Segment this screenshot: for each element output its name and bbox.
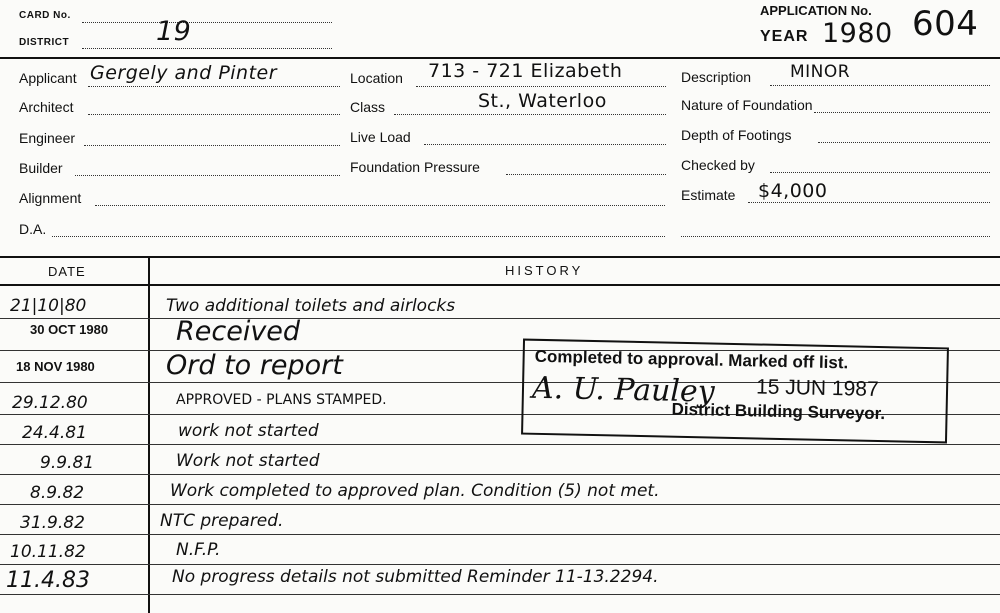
date-column-divider [148, 256, 150, 613]
builder-label: Builder [19, 160, 63, 176]
application-no-value: 604 [912, 4, 979, 44]
row-rule [0, 474, 1000, 475]
table-header-rule [0, 284, 1000, 286]
district-line [82, 48, 332, 49]
history-entry: work not started [178, 421, 319, 441]
card-no-line [82, 22, 332, 23]
district-label: DISTRICT [19, 37, 70, 48]
date-cell: 30 OCT 1980 [30, 322, 109, 337]
date-cell: 24.4.81 [22, 423, 87, 443]
foundation-pressure-label: Foundation Pressure [350, 159, 480, 175]
completion-stamp [521, 339, 949, 444]
live-load-label: Live Load [350, 129, 411, 145]
history-header: HISTORY [505, 263, 584, 278]
engineer-label: Engineer [19, 130, 76, 146]
depth-of-footings-line [818, 142, 990, 143]
card-no-label: CARD No. [19, 10, 71, 21]
engineer-line [84, 145, 340, 146]
history-entry: Work not started [176, 451, 320, 471]
da-line [52, 236, 665, 237]
checked-by-line [770, 172, 990, 173]
year-value: 1980 [822, 18, 893, 49]
alignment-line [95, 205, 665, 206]
date-cell: 10.11.82 [10, 542, 86, 562]
applicant-label: Applicant [19, 70, 77, 86]
applicant-line [88, 86, 340, 87]
date-cell: 11.4.83 [6, 568, 90, 593]
history-entry: No progress details not submitted Reminder 11-13.2294. [172, 567, 659, 587]
header-rule [0, 57, 1000, 59]
location-label: Location [350, 70, 403, 86]
history-entry: NTC prepared. [160, 511, 284, 531]
nature-of-foundation-line [814, 112, 990, 113]
history-entry: Received [176, 316, 301, 347]
alignment-label: Alignment [19, 190, 82, 206]
architect-label: Architect [19, 99, 74, 115]
stamp-title: District Building Surveyor. [671, 399, 886, 424]
estimate-label: Estimate [681, 187, 736, 203]
row-rule [0, 504, 1000, 505]
description-label: Description [681, 69, 752, 85]
stamp-date: 15 JUN 1987 [755, 375, 879, 402]
estimate-line [748, 202, 990, 203]
row-rule [0, 594, 1000, 595]
application-no-label: APPLICATION No. [760, 3, 872, 18]
history-entry: Two additional toilets and airlocks [166, 296, 456, 316]
foundation-pressure-line [506, 174, 666, 175]
location-line [416, 86, 666, 87]
table-top-rule [0, 256, 1000, 258]
applicant-value: Gergely and Pinter [90, 62, 278, 84]
date-cell: 9.9.81 [40, 453, 95, 473]
da-label: D.A. [19, 221, 47, 237]
district-value: 19 [156, 16, 192, 47]
year-label: YEAR [760, 28, 809, 45]
live-load-line [424, 144, 666, 145]
class-value: St., Waterloo [478, 90, 607, 112]
history-entry: Ord to report [166, 350, 343, 381]
surveyor-signature: A. U. Pauley [531, 370, 716, 410]
history-entry: N.F.P. [176, 540, 221, 560]
history-entry: Work completed to approved plan. Condition (5) not met. [170, 481, 660, 501]
date-cell: 29.12.80 [12, 393, 88, 413]
date-cell: 31.9.82 [20, 513, 85, 533]
location-value: 713 - 721 Elizabeth [428, 60, 623, 82]
stamp-text: Completed to approval. Marked off list. [534, 346, 849, 373]
description-value: MINOR [790, 62, 851, 82]
builder-line [75, 175, 340, 176]
date-header: DATE [48, 264, 86, 279]
class-line [394, 114, 666, 115]
row-rule [0, 564, 1000, 565]
date-cell: 21|10|80 [10, 296, 87, 316]
nature-of-foundation-label: Nature of Foundation [681, 97, 813, 113]
checked-by-label: Checked by [681, 157, 755, 173]
architect-line [88, 114, 340, 115]
row-rule [0, 318, 1000, 319]
row-rule [0, 444, 1000, 445]
depth-of-footings-label: Depth of Footings [681, 127, 792, 143]
extra-line [681, 236, 990, 237]
date-cell: 18 NOV 1980 [16, 359, 95, 374]
row-rule [0, 534, 1000, 535]
date-cell: 8.9.82 [30, 483, 85, 503]
estimate-value: $4,000 [758, 180, 828, 202]
description-line [770, 85, 990, 86]
class-label: Class [350, 99, 386, 115]
history-entry: APPROVED - PLANS STAMPED. [176, 392, 387, 408]
